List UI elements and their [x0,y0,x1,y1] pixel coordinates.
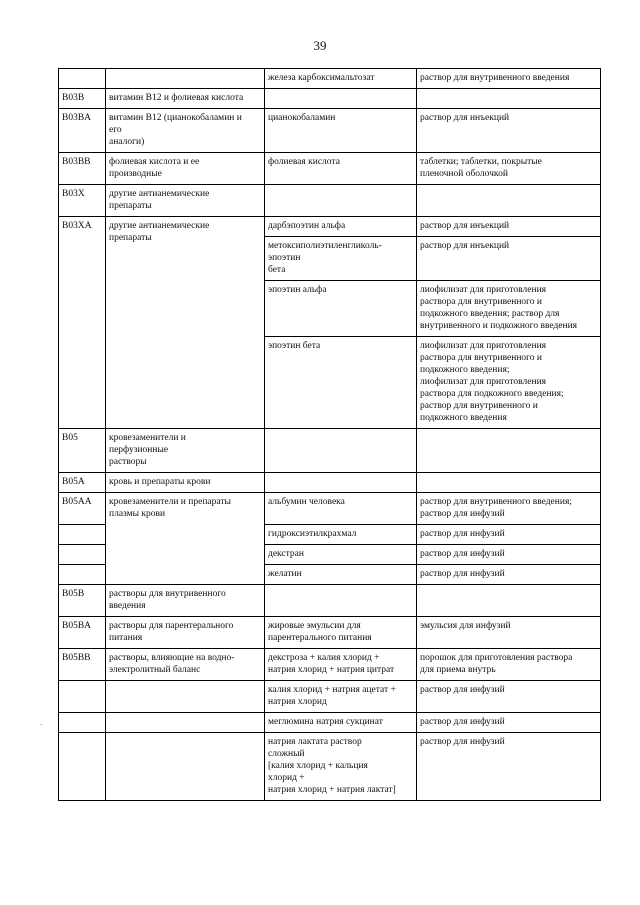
group-cell [106,713,265,733]
table-row [59,473,601,493]
form-cell [417,185,601,217]
atc-code-cell [59,525,106,545]
drug-cell [265,585,417,617]
atc-code-cell: B03X [59,185,106,217]
table-row [59,649,601,681]
form-cell: раствор для инфузий [417,733,601,801]
form-cell: раствор для инъекций [417,217,601,237]
drug-cell: желатин [265,565,417,585]
drug-cell: эпоэтин альфа [265,281,417,337]
form-cell [417,585,601,617]
group-cell [106,681,265,713]
table-row [59,617,601,649]
table-row [59,89,601,109]
group-cell: кровезаменители и препараты плазмы крови [106,493,265,585]
form-cell: раствор для инфузий [417,713,601,733]
form-cell [417,89,601,109]
group-cell: другие антианемические препараты [106,217,265,429]
drug-cell: фолиевая кислота [265,153,417,185]
table-row [59,585,601,617]
table-row [59,493,601,525]
form-cell: раствор для внутривенного введения; раствор для инфузий [417,493,601,525]
table-row [59,429,601,473]
form-cell: лиофилизат для приготовления раствора для внутривенного и подкожного введения; лиофилизат для приготовления раствора для подкожного введения; раствор для внутривенного и подкожного введения [417,337,601,429]
form-cell: раствор для инфузий [417,525,601,545]
form-cell: раствор для инфузий [417,681,601,713]
table-row [59,185,601,217]
form-cell: лиофилизат для приготовления раствора для внутривенного и подкожного введения; раствор для внутривенного и подкожного введения [417,281,601,337]
drug-cell: гидроксиэтилкрахмал [265,525,417,545]
atc-code-cell: B05BA [59,617,106,649]
drug-cell: железа карбоксимальтозат [265,69,417,89]
atc-code-cell [59,681,106,713]
group-cell [106,733,265,801]
atc-code-cell: B05B [59,585,106,617]
form-cell: порошок для приготовления раствора для приема внутрь [417,649,601,681]
atc-code-cell [59,69,106,89]
drug-cell: цианокобаламин [265,109,417,153]
group-cell: витамин B12 (цианокобаламин и его аналоги) [106,109,265,153]
group-cell: витамин B12 и фолиевая кислота [106,89,265,109]
table-row [59,733,601,801]
form-cell: раствор для инъекций [417,109,601,153]
form-cell: раствор для инъекций [417,237,601,281]
group-cell: фолиевая кислота и ее производные [106,153,265,185]
drug-cell: эпоэтин бета [265,337,417,429]
drug-cell: натрия лактата раствор сложный [калия хлорид + кальция хлорид + натрия хлорид + натрия лактат] [265,733,417,801]
form-cell: раствор для инфузий [417,565,601,585]
form-cell: раствор для внутривенного введения [417,69,601,89]
atc-code-cell: B03BA [59,109,106,153]
atc-code-cell [59,545,106,565]
group-cell: кровь и препараты крови [106,473,265,493]
atc-code-cell [59,733,106,801]
table-row [59,713,601,733]
drug-cell [265,473,417,493]
atc-code-cell: B03BB [59,153,106,185]
group-cell: растворы для внутривенного введения [106,585,265,617]
drug-cell: меглюмина натрия сукцинат [265,713,417,733]
form-cell: эмульсия для инфузий [417,617,601,649]
drug-cell: альбумин человека [265,493,417,525]
atc-code-cell: B05BB [59,649,106,681]
atc-code-cell: B03B [59,89,106,109]
atc-code-cell: B05AA [59,493,106,525]
group-cell: другие антианемические препараты [106,185,265,217]
group-cell [106,69,265,89]
group-cell: растворы для парентерального питания [106,617,265,649]
page-number: 39 [313,38,327,53]
group-cell: растворы, влияющие на водно- электролитный баланс [106,649,265,681]
form-cell: таблетки; таблетки, покрытые пленочной оболочкой [417,153,601,185]
form-cell: раствор для инфузий [417,545,601,565]
drug-cell: дарбэпоэтин альфа [265,217,417,237]
drug-table [58,68,601,801]
drug-cell [265,429,417,473]
table-row [59,69,601,89]
margin-mark: . [40,718,42,727]
drug-cell: декстроза + калия хлорид + натрия хлорид + натрия цитрат [265,649,417,681]
drug-cell: калия хлорид + натрия ацетат + натрия хлорид [265,681,417,713]
table-row [59,681,601,713]
form-cell [417,473,601,493]
table-row [59,109,601,153]
table-row [59,153,601,185]
table-row [59,217,601,237]
atc-code-cell [59,713,106,733]
drug-cell [265,185,417,217]
atc-code-cell: B03XA [59,217,106,429]
drug-cell [265,89,417,109]
drug-cell: жировые эмульсии для парентерального питания [265,617,417,649]
group-cell: кровезаменители и перфузионные растворы [106,429,265,473]
atc-code-cell: B05 [59,429,106,473]
atc-code-cell [59,565,106,585]
atc-code-cell: B05A [59,473,106,493]
form-cell [417,429,601,473]
drug-cell: метоксиполиэтиленгликоль- эпоэтин бета [265,237,417,281]
drug-cell: декстран [265,545,417,565]
